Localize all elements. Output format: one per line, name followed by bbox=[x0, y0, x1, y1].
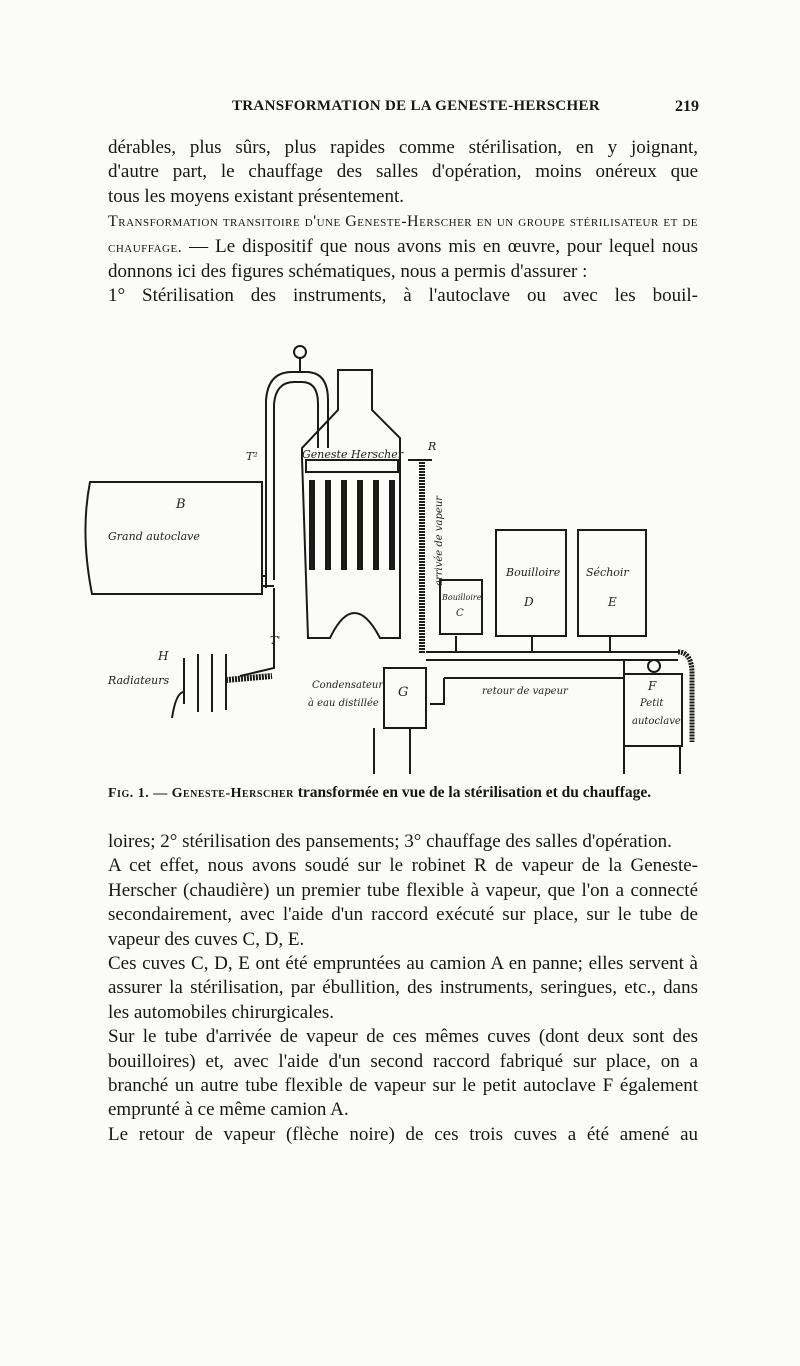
caption-prefix: Fig. 1. — bbox=[108, 786, 168, 801]
label-retour-vapeur: retour de vapeur bbox=[482, 686, 568, 697]
label-t2: T² bbox=[246, 450, 258, 463]
steam-line bbox=[426, 652, 678, 660]
schematic-figure bbox=[80, 338, 720, 774]
label-condensateur2: à eau distillée bbox=[308, 698, 379, 709]
sechoir-e bbox=[578, 530, 646, 636]
top-valve bbox=[294, 346, 306, 358]
section-paragraph bbox=[108, 209, 698, 284]
label-r: R bbox=[428, 440, 437, 453]
label-bouilloire-d: Bouilloire bbox=[506, 566, 561, 579]
section-title: Transformation transitoire d'une Geneste-Herscher en un groupe stérilisateur et de chauffage. bbox=[108, 213, 698, 256]
pipe-t1 bbox=[240, 588, 274, 676]
label-grand-autoclave: Grand autoclave bbox=[108, 530, 200, 543]
top-text-block bbox=[108, 136, 698, 309]
heater-grille bbox=[312, 480, 392, 570]
label-condensateur1: Condensateur bbox=[312, 680, 384, 691]
running-head: TRANSFORMATION DE LA GENESTE-HERSCHER bbox=[232, 98, 600, 114]
radiators bbox=[184, 654, 226, 712]
return-line bbox=[444, 660, 624, 678]
label-sechoir: Séchoir bbox=[586, 566, 629, 579]
text-line: dérables, plus sûrs, plus rapides comme stérilisation, en y joignant, bbox=[108, 137, 698, 158]
bottom-text-block bbox=[108, 830, 698, 1147]
label-t1: T' bbox=[270, 634, 281, 647]
paragraph: A cet effet, nous avons soudé sur le robinet R de vapeur de la Geneste-Herscher (chaudière) un premier tube flexible à vapeur, que l'on a connecté secondairement, avec l'aide d'un raccord exécuté sur place, sur le tube de vapeur des cuves C, D, E. bbox=[108, 855, 698, 950]
label-g: G bbox=[398, 685, 409, 700]
label-petit: Petit bbox=[640, 698, 664, 709]
heater-body bbox=[302, 370, 400, 638]
paragraph: Le retour de vapeur (flèche noire) de ces trois cuves a été amené au bbox=[108, 1123, 698, 1145]
text-line: tous les moyens existant présentement. bbox=[108, 185, 405, 207]
page-header bbox=[0, 98, 800, 122]
paragraph: Sur le tube d'arrivée de vapeur de ces mêmes cuves (dont deux sont des bouilloires) et, avec l'aide d'un second raccord fabriqué sur place, on a branché un autre tube flexible de vapeur sur le petit autoclave F également emprunté à ce même camion A. bbox=[108, 1026, 698, 1121]
label-radiateurs: Radiateurs bbox=[108, 674, 170, 687]
bouilloire-d bbox=[496, 530, 566, 636]
item-line: 1° Stérilisation des instruments, à l'autoclave ou avec les bouil- bbox=[108, 285, 698, 307]
label-bouilloire-c: Bouilloire bbox=[442, 593, 482, 602]
page-number: 219 bbox=[675, 98, 699, 115]
label-f: F bbox=[648, 679, 657, 693]
label-autoclave: autoclave bbox=[632, 716, 681, 727]
figure-caption bbox=[108, 784, 708, 802]
label-e: E bbox=[608, 595, 617, 609]
label-b: B bbox=[176, 497, 186, 512]
label-d: D bbox=[524, 595, 534, 609]
label-h: H bbox=[158, 649, 169, 663]
pressure-gauge bbox=[648, 660, 660, 672]
label-c: C bbox=[456, 608, 464, 619]
text-line: d'autre part, le chauffage des salles d'opération, moins onéreux que bbox=[108, 161, 698, 183]
label-geneste: Geneste Herscher bbox=[302, 448, 403, 461]
section-text: — Le dispositif que nous avons mis en œuvre, pour lequel nous donnons ici des figures schématiques, nous a permis d'assurer : bbox=[108, 235, 698, 283]
caption-name: Geneste-Herscher bbox=[171, 786, 294, 801]
label-arrivee-vapeur: arrivée de vapeur bbox=[434, 495, 445, 586]
caption-rest: transformée en vue de la stérilisation et du chauffage. bbox=[297, 784, 652, 801]
paragraph: Ces cuves C, D, E ont été empruntées au camion A en panne; elles servent à assurer la stérilisation, par ébullition, des instruments, seringues, etc., dans les automobiles chirurgicales. bbox=[108, 953, 698, 1023]
paragraph: loires; 2° stérilisation des pansements; 3° chauffage des salles d'opération. bbox=[108, 831, 672, 852]
heater-top-band bbox=[306, 460, 398, 472]
bouilloire-c bbox=[440, 580, 482, 634]
radiator-coil bbox=[226, 676, 272, 680]
